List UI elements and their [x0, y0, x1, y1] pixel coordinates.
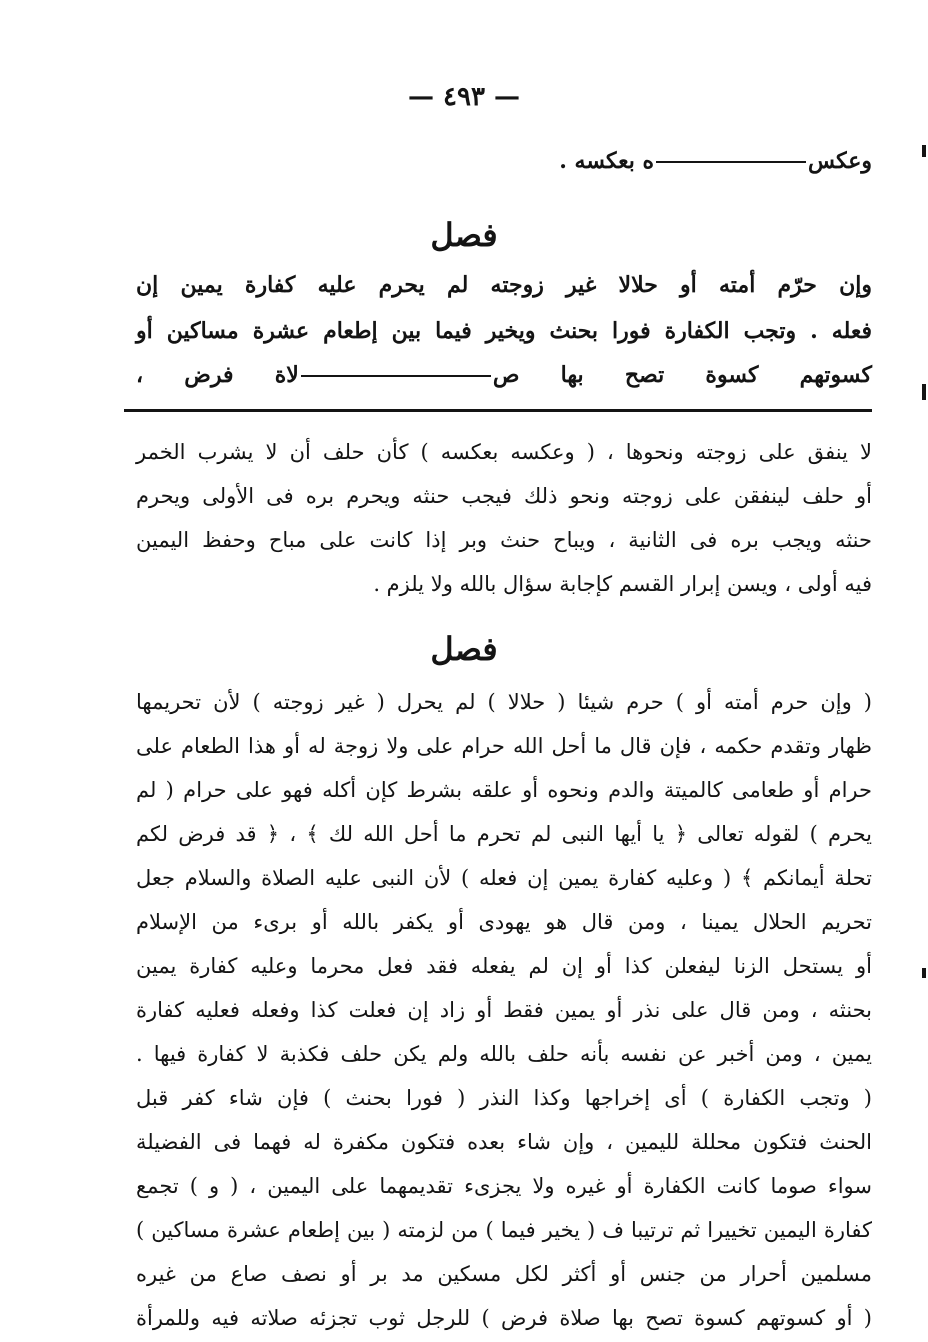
sharh-line-6: أو يستحل الزنا ليفعلن كذا أو إن لم يفعله فقد فعل محرما وعليه كفارة يمين — [136, 954, 872, 978]
sharh-line-5: تحريم الحلال يمينا ، ومن قال هو يهودى أو يكفر بالله أو برىء من الإسلام — [136, 910, 872, 934]
sharh-top-line-3: فيه أولى ، ويسن إبرار القسم كإجابة سؤال بالله ولا يلزم . — [373, 572, 872, 596]
sharh-line-10: الحنث فتكون محللة لليمين ، وإن شاء بعده فتكون مكفرة له فهما فى الفضيلة — [136, 1130, 872, 1154]
elision-line — [301, 375, 491, 377]
sharh-line-1: ظهار وتقدم حكمه ، فإن قال ما أحل الله حرام على ولا زوجة له أو هذا الطعام على — [136, 734, 872, 758]
matn-line-0 — [380, 148, 872, 174]
sharh-line-0: ( وإن حرم أمته أو ) حرم شيئا ( حلالا ) لم يحرل ( غير زوجته ) لأن تحريمها — [136, 690, 872, 714]
sharh-top-line-0: لا ينفق على زوجته ونحوها ، ( وعكسه بعكسه ) كأن حلف أن لا يشرب الخمر — [136, 440, 872, 464]
sharh-line-7: بحنثه ، ومن قال على نذر أو يمين فقط أو زاد إن فعلت كذا وفعله فعليه كفارة — [136, 998, 872, 1022]
scan-edge-mark — [922, 384, 926, 400]
sharh-top-line-2: حنثه ويجب بره فى الثانية ، ويباح حنث وبر إذا كانت على مباح وحفظ اليمين — [136, 528, 872, 552]
page-number: — ٤٩٣ — — [407, 82, 521, 112]
matn-line-3 — [136, 362, 872, 388]
section-heading-sharh: فصل — [430, 630, 498, 668]
sharh-line-12: كفارة اليمين تخييرا ثم ترتيبا ف ( يخير فيما ) من لزمته ( بين إطعام عشرة مساكين ) — [136, 1218, 872, 1242]
sharh-line-11: سواء صوما كانت الكفارة أو غيره ولا يجزىء تقديمهما على اليمين ، ( و ) تجمع — [136, 1174, 872, 1198]
matn-line-3-end: لاة فرض ، — [136, 362, 299, 388]
sharh-line-8: يمين ، ومن أخبر عن نفسه بأنه حلف بالله ولم يكن حلف فكذبة لا كفارة فيها . — [136, 1042, 872, 1066]
sharh-top-line-1: أو حلف لينفقن على زوجته ونحو ذلك فيجب حنثه ويحرم بره فى الأولى ويحرم — [136, 484, 872, 508]
section-heading-matn: فصل — [430, 216, 498, 254]
sharh-line-13: مسلمين أحرار من جنس أو أكثر لكل مسكين مد بر أو نصف صاع من غيره — [136, 1262, 872, 1286]
sharh-line-4: تحلة أيمانكم ﴾ ( وعليه كفارة يمين إن فعله ) لأن النبى عليه الصلاة والسلام جعل — [136, 866, 872, 890]
elision-line — [656, 161, 806, 163]
matn-line-3-start: كسوتهم كسوة تصح بها ص — [492, 362, 872, 388]
matn-line-0-start: وعكس — [808, 148, 872, 174]
sharh-line-2: حرام أو طعامى كالميتة والدم ونحوه أو علقه بشرط كإن أكله فهو على حرام ( لم — [136, 778, 872, 802]
scan-edge-mark — [922, 145, 926, 157]
matn-line-0-end: ه بعكسه . — [559, 148, 655, 174]
scan-edge-mark — [922, 968, 926, 978]
sharh-line-3: يحرم ) لقوله تعالى ﴿ يا أيها النبى لم تحرم ما أحل الله لك ﴾ ، ﴿ قد فرض لكم — [136, 822, 872, 846]
section-divider — [124, 409, 872, 412]
sharh-line-9: ( وتجب الكفارة ) أى إخراجها وكذا النذر ( فورا بحنث ) فإن شاء كفر قبل — [136, 1086, 872, 1110]
matn-line-2: فعله . وتجب الكفارة فورا بحنث ويخير فيما بين إطعام عشرة مساكين أو — [136, 318, 872, 344]
sharh-line-14: ( أو كسوتهم كسوة تصح بها صلاة فرض ) للرجل ثوب تجزئه صلاته فيه وللمرأة — [136, 1306, 872, 1330]
matn-line-1: وإن حرّم أمته أو حلالا غير زوجته لم يحرم عليه كفارة يمين إن — [136, 272, 872, 298]
